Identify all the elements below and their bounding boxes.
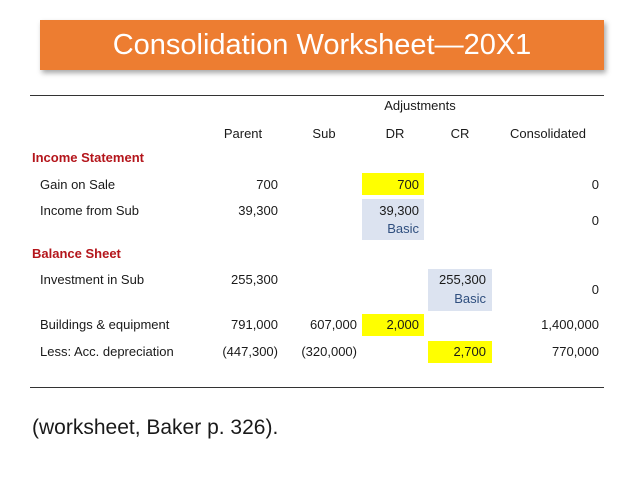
row-label: Income from Sub	[40, 203, 139, 218]
cr-value: 2,700	[453, 344, 486, 359]
consolidated-value: 0	[591, 213, 599, 228]
dr-value: 2,000	[386, 317, 419, 332]
section-balance-sheet: Balance Sheet	[32, 246, 121, 261]
parent-value: 791,000	[231, 317, 278, 332]
consolidated-value: 0	[591, 177, 599, 192]
dr-value: 39,300	[379, 203, 419, 218]
adjustments-header: Adjustments	[384, 98, 456, 113]
row-label: Gain on Sale	[40, 177, 116, 192]
dr-value: 700	[397, 177, 419, 192]
page-title: Consolidation Worksheet—20X1	[112, 29, 532, 61]
sub-value: (320,000)	[301, 344, 357, 359]
dr-header: DR	[385, 126, 405, 141]
parent-value: 39,300	[238, 203, 278, 218]
consolidated-value: 0	[591, 282, 599, 297]
parent-value: (447,300)	[222, 344, 278, 359]
row-label: Less: Acc. depreciation	[40, 344, 174, 359]
sub-header: Sub	[312, 126, 336, 141]
parent-header: Parent	[223, 126, 263, 141]
row-label: Investment in Sub	[40, 272, 145, 287]
sub-value: 607,000	[310, 317, 357, 332]
section-income-statement: Income Statement	[32, 150, 144, 165]
footnote: (worksheet, Baker p. 326).	[32, 416, 279, 439]
cr-value: 255,300	[439, 272, 486, 287]
parent-value: 700	[256, 177, 278, 192]
consolidated-header: Consolidated	[510, 126, 586, 141]
dr-note: Basic	[387, 221, 419, 236]
parent-value: 255,300	[231, 272, 278, 287]
row-label: Buildings & equipment	[40, 317, 170, 332]
table-bottom-rule	[30, 387, 604, 388]
cr-header: CR	[450, 126, 470, 141]
cr-note: Basic	[454, 291, 486, 306]
title-banner	[40, 20, 604, 70]
consolidated-value: 1,400,000	[541, 317, 599, 332]
consolidated-value: 770,000	[552, 344, 599, 359]
table-top-rule	[30, 95, 604, 96]
